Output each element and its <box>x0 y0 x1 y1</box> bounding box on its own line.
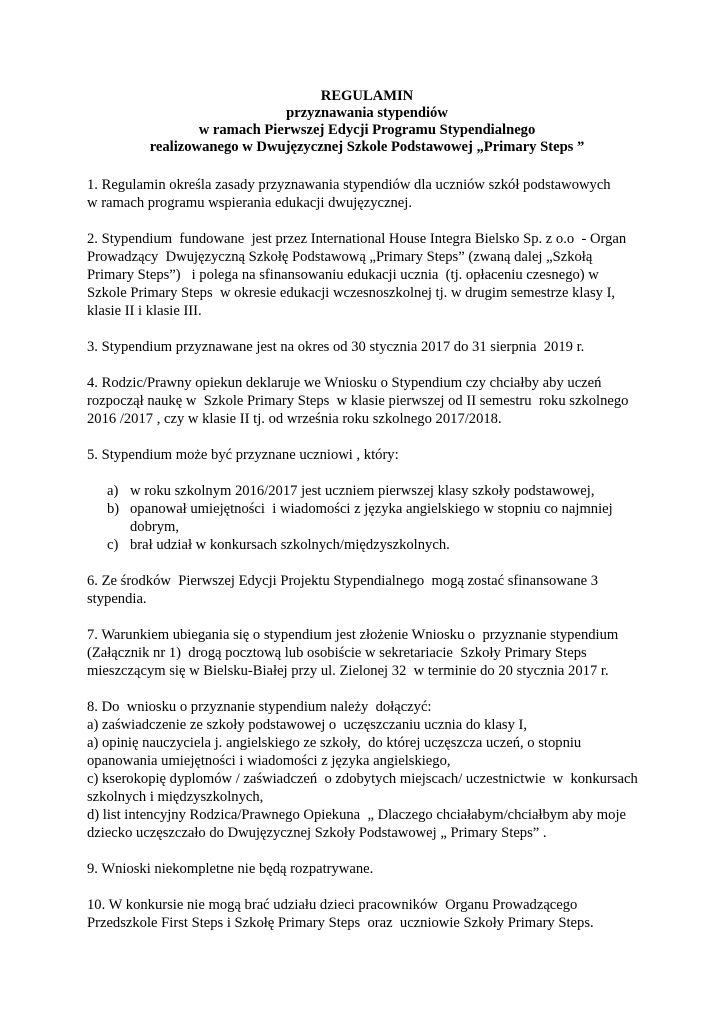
text-line: 3. Stypendium przyznawane jest na okres od 30 stycznia 2017 do 31 sierpnia 2019 r. <box>87 339 585 355</box>
paragraph-5 <box>87 446 647 464</box>
text-line: opanowania umiejętności i wiadomości z języka angielskiego, <box>87 753 451 769</box>
paragraph-7 <box>87 626 647 680</box>
text-line: 9. Wnioski niekompletne nie będą rozpatrywane. <box>87 861 374 877</box>
text-line: 7. Warunkiem ubiegania się o stypendium jest złożenie Wniosku o przyznanie stypendium <box>87 627 619 643</box>
text-line: 5. Stypendium może być przyznane uczniowi , który: <box>87 447 399 463</box>
text-line: mieszczącym się w Bielsku-Białej przy ul. Zielonej 32 w terminie do 20 stycznia 2017 r. <box>87 663 609 679</box>
text-line: 1. Regulamin określa zasady przyznawania stypendiów dla uczniów szkół podstawowych <box>87 177 611 193</box>
list-item-text: dobrym, <box>130 519 180 535</box>
text-line: stypendia. <box>87 591 147 607</box>
list-marker: a) <box>107 483 119 499</box>
paragraph-4 <box>87 374 647 428</box>
list-item-text: brał udział w konkursach szkolnych/międzyszkolnych. <box>130 537 450 553</box>
text-line: d) list intencyjny Rodzica/Prawnego Opiekuna „ Dlaczego chciałabym/chciałbym aby moje <box>87 807 626 823</box>
document-page <box>87 88 647 950</box>
eligibility-list <box>87 482 647 554</box>
text-line: a) opinię nauczyciela j. angielskiego ze szkoły, do której uczęszcza uczeń, o stopniu <box>87 735 582 751</box>
text-line: 2. Stypendium fundowane jest przez International House Integra Bielsko Sp. z o.o - Organ <box>87 231 627 247</box>
paragraph-3 <box>87 338 647 356</box>
list-item <box>87 500 647 536</box>
paragraph-1 <box>87 176 647 212</box>
text-line: szkolnych i międzyszkolnych, <box>87 789 264 805</box>
paragraph-8 <box>87 698 647 842</box>
document-title <box>87 88 647 156</box>
text-line: 4. Rodzic/Prawny opiekun deklaruje we Wniosku o Stypendium czy chciałby aby uczeń <box>87 375 602 391</box>
text-line: (Załącznik nr 1) drogą pocztową lub osobiście w sekretariacie Szkoły Primary Steps <box>87 645 587 661</box>
text-line: a) zaświadczenie ze szkoły podstawowej o uczęszczaniu ucznia do klasy I, <box>87 717 528 733</box>
title-line-3: w ramach Pierwszej Edycji Programu Stypendialnego <box>198 122 536 138</box>
list-item <box>87 536 647 554</box>
text-line: 2016 /2017 , czy w klasie II tj. od września roku szkolnego 2017/2018. <box>87 411 502 427</box>
title-line-1: REGULAMIN <box>320 88 414 104</box>
title-line-4: realizowanego w Dwujęzycznej Szkole Podstawowej „Primary Steps ” <box>149 139 585 155</box>
text-line: 8. Do wniosku o przyznanie stypendium należy dołączyć: <box>87 699 432 715</box>
paragraph-2 <box>87 230 647 320</box>
text-line: klasie II i klasie III. <box>87 303 202 319</box>
text-line: 6. Ze środków Pierwszej Edycji Projektu Stypendialnego mogą zostać sfinansowane 3 <box>87 573 599 589</box>
title-line-2: przyznawania stypendiów <box>286 105 448 121</box>
text-line: Szkole Primary Steps w okresie edukacji wczesnoszkolnej tj. w drugim semestrze klasy I, <box>87 285 616 301</box>
paragraph-6 <box>87 572 647 608</box>
list-item-text: w roku szkolnym 2016/2017 jest uczniem pierwszej klasy szkoły podstawowej, <box>130 483 595 499</box>
text-line: 10. W konkursie nie mogą brać udziału dzieci pracowników Organu Prowadzącego <box>87 897 578 913</box>
text-line: rozpoczął naukę w Szkole Primary Steps w klasie pierwszej od II semestru roku szkolnego <box>87 393 629 409</box>
list-marker: c) <box>107 537 119 553</box>
text-line: c) kserokopię dyplomów / zaświadczeń o zdobytych miejscach/ uczestnictwie w konkursach <box>87 771 638 787</box>
list-marker: b) <box>107 501 120 517</box>
paragraph-9 <box>87 860 647 878</box>
text-line: Przedszkole First Steps i Szkołę Primary Steps oraz uczniowie Szkoły Primary Steps. <box>87 915 594 931</box>
text-line: Primary Steps”) i polega na sfinansowaniu edukacji ucznia (tj. opłaceniu czesnego) w <box>87 267 599 283</box>
text-line: dziecko uczęszczało do Dwujęzycznej Szkoły Podstawowej „ Primary Steps” . <box>87 825 547 841</box>
paragraph-10 <box>87 896 647 932</box>
text-line: w ramach programu wspierania edukacji dwujęzycznej. <box>87 195 412 211</box>
list-item <box>87 482 647 500</box>
text-line: Prowadzący Dwujęzyczną Szkołę Podstawową „Primary Steps” (zwaną dalej „Szkołą <box>87 249 593 265</box>
list-item-text: opanował umiejętności i wiadomości z języka angielskiego w stopniu co najmniej <box>130 501 613 517</box>
